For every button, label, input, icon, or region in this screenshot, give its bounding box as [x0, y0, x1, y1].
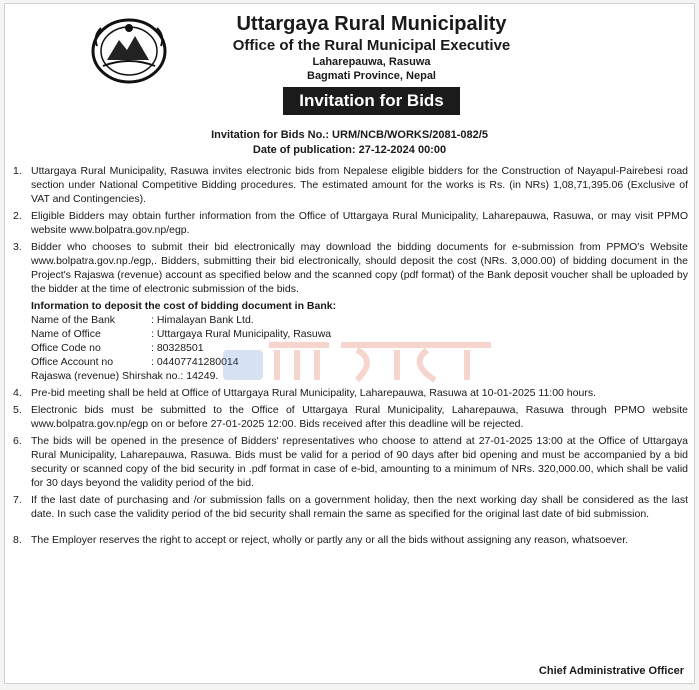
list-item: 2. Eligible Bidders may obtain further information from the Office of Uttargaya Rural Municipality, Laharepauwa, Rasuwa, or may visit PPMO website www.bolpatra.gov.np/egp. — [13, 210, 688, 236]
list-item: 6. The bids will be opened in the presence of Bidders' representatives who choose to attend at 27-01-2025 13:00 at the Office of Uttargaya Rural Municipality, Laharepauwa, Rasuwa. Bids must be valid for a period of 90 days after bid opening and must be accompanied by a bid security or scanned copy of the bid security in .pdf format in case of e-bid, amounting to a minimum of NRs. 320,000.00, which shall be valid for 30 days beyond the validity period of the bid. — [13, 435, 688, 489]
signature-title: Chief Administrative Officer — [538, 665, 684, 677]
bank-info-heading: Information to deposit the cost of bidding document in Bank: — [31, 300, 337, 312]
list-item: 1. Uttargaya Rural Municipality, Rasuwa invites electronic bids from Nepalese eligible bidders for the Construction of Nayapul-Pairebesi road section under National Competitive Bidding procedures. The estimated amount for the works is Rs. (in NRs) 1,08,71,395.06 (Exclusive of VAT and Contingencies). — [13, 165, 688, 205]
bank-row: Name of Office : Uttargaya Rural Municipality, Rasuwa — [31, 328, 332, 340]
bank-row: Office Account no : 04407741280014 — [31, 356, 239, 368]
list-item: 3. Bidder who chooses to submit their bid electronically may download the bidding documents for e-submission from PPMO's Website www.bolpatra.gov.np./egp,. Bidders, submitting their bid electronically, should deposit the cost (NRs. 3,000.00) of bidding document in the Project's Rajaswa (revenue) account as specified below and the scanned copy (pdf format) of the Bank deposit voucher shall be uploaded by the bidder at the time of electronic submission of the bids. — [13, 241, 688, 295]
list-item: 8. The Employer reserves the right to accept or reject, wholly or partly any or all the bids without assigning any reason, whatsoever. — [13, 534, 629, 546]
address-line-2: Bagmati Province, Nepal — [307, 70, 436, 82]
list-item: 4. Pre-bid meeting shall be held at Office of Uttargaya Rural Municipality, Laharepauwa, Rasuwa at 10-01-2025 11:00 hours. — [13, 387, 596, 399]
list-item: 5. Electronic bids must be submitted to the Office of Uttargaya Rural Municipality, Laharepauwa, Rasuwa through PPMO website www.bolpatra.gov.np/egp on or before 27-01-2025 12:00. Bids received after this deadline will be rejected. — [13, 404, 688, 430]
bank-row: Office Code no : 80328501 — [31, 342, 204, 354]
bid-number: Invitation for Bids No.: URM/NCB/WORKS/2081-082/5 — [211, 129, 488, 141]
notice-page — [4, 3, 695, 684]
shirshak-number: Rajaswa (revenue) Shirshak no.: 14249. — [31, 370, 219, 382]
bank-info — [31, 299, 688, 383]
publication-date: Date of publication: 27-12-2024 00:00 — [252, 144, 447, 156]
notice-body — [13, 164, 688, 550]
address-line-1: Laharepauwa, Rasuwa — [312, 56, 431, 68]
invitation-banner: Invitation for Bids — [283, 87, 460, 115]
bank-row: Name of the Bank : Himalayan Bank Ltd. — [31, 314, 254, 326]
list-item: 7. If the last date of purchasing and /or submission falls on a government holiday, then the next working day shall be considered as the last date. In such case the validity period of the bid security shall remain the same as specified for the original last date of bid submission. — [13, 494, 688, 520]
municipality-title: Uttargaya Rural Municipality — [236, 13, 507, 35]
office-subtitle: Office of the Rural Municipal Executive — [232, 37, 511, 54]
